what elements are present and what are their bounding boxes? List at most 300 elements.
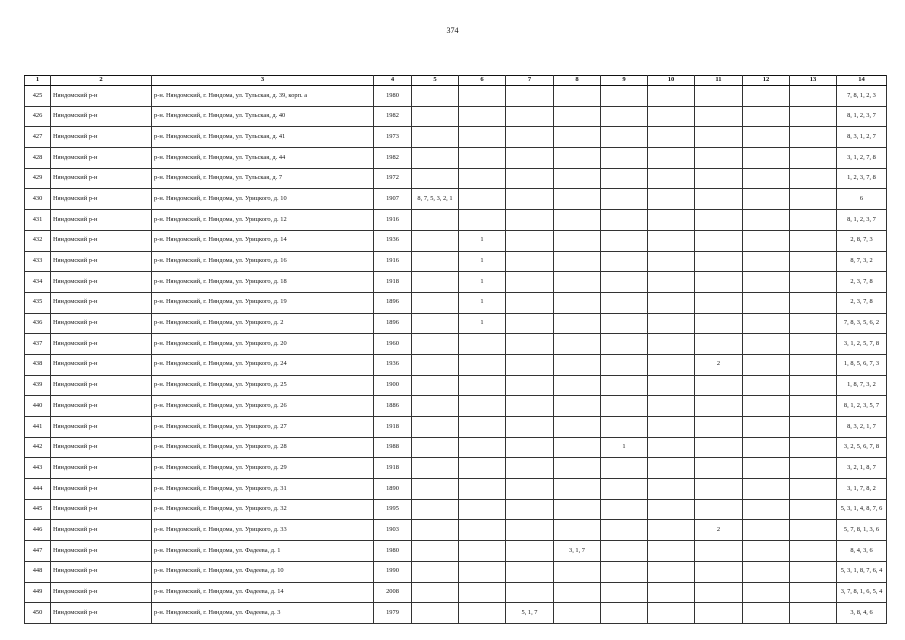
- table-cell-col-4: 1979: [374, 603, 412, 624]
- table-cell-col-11: [695, 561, 743, 582]
- table-cell-col-8: [554, 582, 601, 603]
- table-cell-col-5: [412, 417, 459, 438]
- column-header-12: 12: [743, 76, 790, 86]
- table-cell-col-1: 443: [25, 458, 51, 479]
- table-cell-col-9: [601, 148, 648, 169]
- table-row: [25, 582, 887, 603]
- table-cell-col-1: 436: [25, 313, 51, 334]
- table-cell-col-13: [790, 86, 837, 107]
- table-cell-col-2: Няндомский р-н: [51, 313, 152, 334]
- table-cell-col-12: [743, 417, 790, 438]
- table-cell-col-9: 1: [601, 437, 648, 458]
- table-cell-col-12: [743, 210, 790, 231]
- table-cell-col-4: 1980: [374, 541, 412, 562]
- table-cell-col-8: [554, 251, 601, 272]
- table-cell-col-13: [790, 520, 837, 541]
- table-cell-col-8: [554, 210, 601, 231]
- table-cell-col-6: 1: [459, 230, 506, 251]
- table-cell-col-10: [648, 541, 695, 562]
- table-cell-col-5: [412, 334, 459, 355]
- table-cell-col-9: [601, 292, 648, 313]
- table-cell-col-4: 1990: [374, 561, 412, 582]
- table-cell-col-10: [648, 230, 695, 251]
- table-cell-col-12: [743, 354, 790, 375]
- table-cell-col-8: [554, 396, 601, 417]
- table-cell-col-13: [790, 561, 837, 582]
- table-cell-col-10: [648, 210, 695, 231]
- table-cell-col-14: 3, 7, 8, 1, 6, 5, 4: [837, 582, 887, 603]
- table-cell-col-13: [790, 541, 837, 562]
- table-cell-col-10: [648, 148, 695, 169]
- table-cell-col-4: 1982: [374, 106, 412, 127]
- table-cell-col-13: [790, 106, 837, 127]
- table-cell-col-10: [648, 561, 695, 582]
- table-cell-col-12: [743, 292, 790, 313]
- table-cell-col-3: р-н. Няндомский, г. Няндома, ул. Урицкого, д. 12: [152, 210, 374, 231]
- table-cell-col-10: [648, 437, 695, 458]
- table-row: [25, 230, 887, 251]
- table-cell-col-6: [459, 458, 506, 479]
- table-cell-col-3: р-н. Няндомский, г. Няндома, ул. Урицкого, д. 28: [152, 437, 374, 458]
- table-cell-col-14: 3, 1, 2, 5, 7, 8: [837, 334, 887, 355]
- table-cell-col-5: [412, 86, 459, 107]
- page-number: 374: [446, 26, 459, 35]
- table-row: [25, 417, 887, 438]
- table-cell-col-2: Няндомский р-н: [51, 582, 152, 603]
- table-cell-col-3: р-н. Няндомский, г. Няндома, ул. Фадеева, д. 14: [152, 582, 374, 603]
- table-cell-col-14: 3, 2, 5, 6, 7, 8: [837, 437, 887, 458]
- table-cell-col-11: [695, 292, 743, 313]
- table-cell-col-7: [506, 210, 554, 231]
- table-cell-col-2: Няндомский р-н: [51, 417, 152, 438]
- column-header-1: 1: [25, 76, 51, 86]
- table-cell-col-13: [790, 499, 837, 520]
- table-row: [25, 354, 887, 375]
- table-cell-col-5: [412, 168, 459, 189]
- table-cell-col-12: [743, 168, 790, 189]
- table-cell-col-2: Няндомский р-н: [51, 520, 152, 541]
- table-cell-col-5: [412, 561, 459, 582]
- table-cell-col-1: 434: [25, 272, 51, 293]
- table-cell-col-3: р-н. Няндомский, г. Няндома, ул. Фадеева, д. 3: [152, 603, 374, 624]
- table-cell-col-14: 8, 3, 1, 2, 7: [837, 127, 887, 148]
- table-cell-col-7: [506, 520, 554, 541]
- table-cell-col-5: [412, 210, 459, 231]
- table-cell-col-6: [459, 479, 506, 500]
- table-cell-col-9: [601, 127, 648, 148]
- table-cell-col-1: 438: [25, 354, 51, 375]
- table-cell-col-14: 2, 8, 7, 3: [837, 230, 887, 251]
- table-cell-col-2: Няндомский р-н: [51, 437, 152, 458]
- table-cell-col-11: [695, 106, 743, 127]
- table-cell-col-1: 447: [25, 541, 51, 562]
- table-cell-col-1: 448: [25, 561, 51, 582]
- table-cell-col-12: [743, 251, 790, 272]
- table-cell-col-3: р-н. Няндомский, г. Няндома, ул. Урицкого, д. 27: [152, 417, 374, 438]
- table-cell-col-9: [601, 561, 648, 582]
- table-cell-col-3: р-н. Няндомский, г. Няндома, ул. Фадеева, д. 1: [152, 541, 374, 562]
- table-cell-col-8: [554, 417, 601, 438]
- table-cell-col-2: Няндомский р-н: [51, 561, 152, 582]
- table-cell-col-2: Няндомский р-н: [51, 251, 152, 272]
- table-cell-col-5: [412, 230, 459, 251]
- table-cell-col-9: [601, 230, 648, 251]
- table-cell-col-2: Няндомский р-н: [51, 603, 152, 624]
- table-row: [25, 520, 887, 541]
- table-cell-col-8: [554, 561, 601, 582]
- table-cell-col-11: [695, 603, 743, 624]
- table-cell-col-3: р-н. Няндомский, г. Няндома, ул. Урицкого, д. 10: [152, 189, 374, 210]
- table-cell-col-12: [743, 127, 790, 148]
- table-cell-col-1: 445: [25, 499, 51, 520]
- table-cell-col-8: [554, 168, 601, 189]
- table-cell-col-11: [695, 127, 743, 148]
- table-cell-col-6: [459, 210, 506, 231]
- table-cell-col-9: [601, 334, 648, 355]
- table-cell-col-14: 3, 1, 2, 7, 8: [837, 148, 887, 169]
- table-cell-col-13: [790, 603, 837, 624]
- table-cell-col-3: р-н. Няндомский, г. Няндома, ул. Урицкого, д. 33: [152, 520, 374, 541]
- table-row: [25, 479, 887, 500]
- table-body: [25, 86, 887, 624]
- table-cell-col-2: Няндомский р-н: [51, 292, 152, 313]
- table-cell-col-11: [695, 251, 743, 272]
- table-cell-col-4: 1988: [374, 437, 412, 458]
- table-cell-col-14: 3, 8, 4, 6: [837, 603, 887, 624]
- table-cell-col-4: 1973: [374, 127, 412, 148]
- table-cell-col-8: [554, 106, 601, 127]
- table-cell-col-10: [648, 582, 695, 603]
- table-row: [25, 334, 887, 355]
- table-cell-col-10: [648, 292, 695, 313]
- table-cell-col-9: [601, 210, 648, 231]
- table-cell-col-7: [506, 313, 554, 334]
- table-cell-col-11: 2: [695, 354, 743, 375]
- table-cell-col-12: [743, 437, 790, 458]
- table-cell-col-8: [554, 148, 601, 169]
- table-row: [25, 148, 887, 169]
- table-cell-col-2: Няндомский р-н: [51, 106, 152, 127]
- table-cell-col-4: 1960: [374, 334, 412, 355]
- table-cell-col-2: Няндомский р-н: [51, 396, 152, 417]
- table-cell-col-5: [412, 354, 459, 375]
- table-cell-col-4: 1995: [374, 499, 412, 520]
- table-cell-col-3: р-н. Няндомский, г. Няндома, ул. Тульская, д. 40: [152, 106, 374, 127]
- table-cell-col-13: [790, 375, 837, 396]
- table-cell-col-3: р-н. Няндомский, г. Няндома, ул. Урицкого, д. 18: [152, 272, 374, 293]
- table-cell-col-1: 440: [25, 396, 51, 417]
- table-cell-col-8: [554, 86, 601, 107]
- table-cell-col-8: [554, 437, 601, 458]
- table-cell-col-3: р-н. Няндомский, г. Няндома, ул. Фадеева, д. 10: [152, 561, 374, 582]
- table-row: [25, 168, 887, 189]
- table-cell-col-11: [695, 396, 743, 417]
- table-cell-col-7: [506, 396, 554, 417]
- table-cell-col-12: [743, 561, 790, 582]
- table-cell-col-11: [695, 334, 743, 355]
- table-cell-col-7: [506, 106, 554, 127]
- table-cell-col-6: 1: [459, 272, 506, 293]
- column-header-3: 3: [152, 76, 374, 86]
- table-cell-col-9: [601, 396, 648, 417]
- table-cell-col-1: 446: [25, 520, 51, 541]
- table-cell-col-1: 441: [25, 417, 51, 438]
- table-cell-col-9: [601, 458, 648, 479]
- table-cell-col-14: 3, 1, 7, 8, 2: [837, 479, 887, 500]
- table-cell-col-1: 433: [25, 251, 51, 272]
- table-cell-col-1: 439: [25, 375, 51, 396]
- table-cell-col-9: [601, 417, 648, 438]
- table-cell-col-13: [790, 230, 837, 251]
- table-cell-col-2: Няндомский р-н: [51, 189, 152, 210]
- table-cell-col-5: [412, 106, 459, 127]
- table-cell-col-7: [506, 189, 554, 210]
- table-cell-col-8: [554, 375, 601, 396]
- table-cell-col-3: р-н. Няндомский, г. Няндома, ул. Урицкого, д. 20: [152, 334, 374, 355]
- table-cell-col-7: [506, 272, 554, 293]
- table-cell-col-5: [412, 148, 459, 169]
- table-cell-col-13: [790, 292, 837, 313]
- register-table: [24, 75, 887, 624]
- column-header-10: 10: [648, 76, 695, 86]
- table-cell-col-8: [554, 127, 601, 148]
- table-cell-col-2: Няндомский р-н: [51, 334, 152, 355]
- column-header-8: 8: [554, 76, 601, 86]
- table-cell-col-9: [601, 582, 648, 603]
- table-cell-col-12: [743, 582, 790, 603]
- table-cell-col-9: [601, 499, 648, 520]
- column-header-14: 14: [837, 76, 887, 86]
- table-cell-col-1: 426: [25, 106, 51, 127]
- table-cell-col-14: 5, 3, 1, 8, 7, 6, 4: [837, 561, 887, 582]
- table-cell-col-13: [790, 417, 837, 438]
- table-cell-col-4: 1907: [374, 189, 412, 210]
- table-cell-col-11: [695, 230, 743, 251]
- table-cell-col-7: [506, 458, 554, 479]
- table-cell-col-4: 1918: [374, 417, 412, 438]
- table-row: [25, 561, 887, 582]
- table-cell-col-10: [648, 603, 695, 624]
- table-cell-col-2: Няндомский р-н: [51, 541, 152, 562]
- table-cell-col-3: р-н. Няндомский, г. Няндома, ул. Урицкого, д. 32: [152, 499, 374, 520]
- table-row: [25, 210, 887, 231]
- table-cell-col-2: Няндомский р-н: [51, 458, 152, 479]
- table-cell-col-14: 2, 3, 7, 8: [837, 292, 887, 313]
- table-cell-col-11: [695, 437, 743, 458]
- table-cell-col-13: [790, 148, 837, 169]
- table-cell-col-5: [412, 251, 459, 272]
- table-cell-col-1: 431: [25, 210, 51, 231]
- table-cell-col-10: [648, 499, 695, 520]
- table-cell-col-1: 432: [25, 230, 51, 251]
- table-cell-col-4: 1916: [374, 210, 412, 231]
- column-header-6: 6: [459, 76, 506, 86]
- table-cell-col-1: 450: [25, 603, 51, 624]
- table-cell-col-6: [459, 582, 506, 603]
- table-cell-col-9: [601, 375, 648, 396]
- table-cell-col-9: [601, 168, 648, 189]
- table-cell-col-14: 6: [837, 189, 887, 210]
- table-cell-col-7: [506, 561, 554, 582]
- table-row: [25, 292, 887, 313]
- table-cell-col-7: [506, 354, 554, 375]
- table-cell-col-8: [554, 458, 601, 479]
- table-cell-col-13: [790, 479, 837, 500]
- table-cell-col-9: [601, 86, 648, 107]
- table-cell-col-11: [695, 582, 743, 603]
- table-cell-col-11: [695, 86, 743, 107]
- table-cell-col-3: р-н. Няндомский, г. Няндома, ул. Урицкого, д. 24: [152, 354, 374, 375]
- table-cell-col-14: 8, 1, 2, 3, 7: [837, 106, 887, 127]
- table-cell-col-10: [648, 86, 695, 107]
- table-cell-col-4: 1936: [374, 230, 412, 251]
- table-cell-col-7: [506, 230, 554, 251]
- table-cell-col-6: [459, 354, 506, 375]
- table-cell-col-13: [790, 354, 837, 375]
- table-cell-col-3: р-н. Няндомский, г. Няндома, ул. Урицкого, д. 29: [152, 458, 374, 479]
- table-cell-col-4: 1903: [374, 520, 412, 541]
- table-cell-col-13: [790, 437, 837, 458]
- table-cell-col-10: [648, 396, 695, 417]
- table-cell-col-11: [695, 458, 743, 479]
- table-row: [25, 375, 887, 396]
- table-cell-col-6: [459, 86, 506, 107]
- table-cell-col-6: [459, 499, 506, 520]
- table-cell-col-5: [412, 541, 459, 562]
- table-cell-col-4: 2008: [374, 582, 412, 603]
- table-cell-col-12: [743, 189, 790, 210]
- table-cell-col-10: [648, 313, 695, 334]
- table-cell-col-6: [459, 541, 506, 562]
- table-cell-col-7: [506, 479, 554, 500]
- table-cell-col-7: [506, 251, 554, 272]
- table-cell-col-1: 427: [25, 127, 51, 148]
- table-cell-col-5: [412, 127, 459, 148]
- table-row: [25, 313, 887, 334]
- table-cell-col-6: [459, 334, 506, 355]
- table-cell-col-4: 1896: [374, 292, 412, 313]
- table-cell-col-13: [790, 313, 837, 334]
- table-cell-col-12: [743, 520, 790, 541]
- table-row: [25, 541, 887, 562]
- table-cell-col-7: [506, 582, 554, 603]
- table-cell-col-5: [412, 458, 459, 479]
- table-cell-col-10: [648, 189, 695, 210]
- table-row: [25, 86, 887, 107]
- table-cell-col-7: [506, 334, 554, 355]
- table-cell-col-11: [695, 479, 743, 500]
- table-cell-col-8: [554, 272, 601, 293]
- table-row: [25, 603, 887, 624]
- table-cell-col-4: 1886: [374, 396, 412, 417]
- table-cell-col-6: [459, 168, 506, 189]
- table-cell-col-6: 1: [459, 251, 506, 272]
- table-cell-col-8: [554, 520, 601, 541]
- table-cell-col-6: [459, 106, 506, 127]
- table-cell-col-10: [648, 251, 695, 272]
- column-header-13: 13: [790, 76, 837, 86]
- table-cell-col-14: 7, 8, 1, 2, 3: [837, 86, 887, 107]
- table-cell-col-13: [790, 396, 837, 417]
- table-cell-col-13: [790, 189, 837, 210]
- table-cell-col-12: [743, 272, 790, 293]
- table-cell-col-1: 428: [25, 148, 51, 169]
- table-cell-col-6: [459, 127, 506, 148]
- table-cell-col-13: [790, 168, 837, 189]
- table-cell-col-1: 435: [25, 292, 51, 313]
- table-cell-col-10: [648, 168, 695, 189]
- table-cell-col-13: [790, 210, 837, 231]
- table-cell-col-8: [554, 354, 601, 375]
- table-row: [25, 272, 887, 293]
- table-cell-col-8: [554, 479, 601, 500]
- column-header-9: 9: [601, 76, 648, 86]
- column-header-7: 7: [506, 76, 554, 86]
- table-cell-col-5: [412, 396, 459, 417]
- table-cell-col-10: [648, 458, 695, 479]
- table-cell-col-5: 8, 7, 5, 3, 2, 1: [412, 189, 459, 210]
- table-cell-col-4: 1900: [374, 375, 412, 396]
- table-cell-col-12: [743, 499, 790, 520]
- table-cell-col-10: [648, 479, 695, 500]
- table-cell-col-2: Няндомский р-н: [51, 210, 152, 231]
- table-cell-col-12: [743, 86, 790, 107]
- table-cell-col-3: р-н. Няндомский, г. Няндома, ул. Урицкого, д. 26: [152, 396, 374, 417]
- table-cell-col-4: 1972: [374, 168, 412, 189]
- table-cell-col-7: [506, 499, 554, 520]
- table-row: [25, 499, 887, 520]
- table-cell-col-11: [695, 210, 743, 231]
- table-cell-col-8: [554, 313, 601, 334]
- table-cell-col-12: [743, 541, 790, 562]
- table-cell-col-2: Няндомский р-н: [51, 230, 152, 251]
- table-cell-col-3: р-н. Няндомский, г. Няндома, ул. Тульская, д. 39, корп. а: [152, 86, 374, 107]
- table-row: [25, 189, 887, 210]
- table-cell-col-4: 1980: [374, 86, 412, 107]
- table-cell-col-12: [743, 106, 790, 127]
- table-cell-col-2: Няндомский р-н: [51, 479, 152, 500]
- table-cell-col-14: 2, 3, 7, 8: [837, 272, 887, 293]
- table-cell-col-1: 444: [25, 479, 51, 500]
- table-cell-col-9: [601, 603, 648, 624]
- table-cell-col-3: р-н. Няндомский, г. Няндома, ул. Урицкого, д. 19: [152, 292, 374, 313]
- table-cell-col-8: [554, 499, 601, 520]
- table-cell-col-3: р-н. Няндомский, г. Няндома, ул. Урицкого, д. 14: [152, 230, 374, 251]
- table-cell-col-14: 1, 8, 5, 6, 7, 3: [837, 354, 887, 375]
- header-row: [25, 76, 887, 86]
- table-cell-col-3: р-н. Няндомский, г. Няндома, ул. Тульская, д. 7: [152, 168, 374, 189]
- table-cell-col-5: [412, 375, 459, 396]
- table-cell-col-7: [506, 541, 554, 562]
- table-cell-col-7: [506, 375, 554, 396]
- table-cell-col-11: [695, 499, 743, 520]
- table-cell-col-6: [459, 520, 506, 541]
- table-cell-col-1: 430: [25, 189, 51, 210]
- table-cell-col-13: [790, 334, 837, 355]
- table-cell-col-1: 425: [25, 86, 51, 107]
- table-cell-col-10: [648, 106, 695, 127]
- table-cell-col-3: р-н. Няндомский, г. Няндома, ул. Тульская, д. 41: [152, 127, 374, 148]
- table-cell-col-14: 7, 8, 3, 5, 6, 2: [837, 313, 887, 334]
- table-cell-col-5: [412, 272, 459, 293]
- table-cell-col-1: 449: [25, 582, 51, 603]
- table-cell-col-13: [790, 582, 837, 603]
- table-cell-col-14: 1, 2, 3, 7, 8: [837, 168, 887, 189]
- table-cell-col-2: Няндомский р-н: [51, 86, 152, 107]
- table-cell-col-7: [506, 292, 554, 313]
- table-cell-col-6: [459, 396, 506, 417]
- table-cell-col-7: [506, 168, 554, 189]
